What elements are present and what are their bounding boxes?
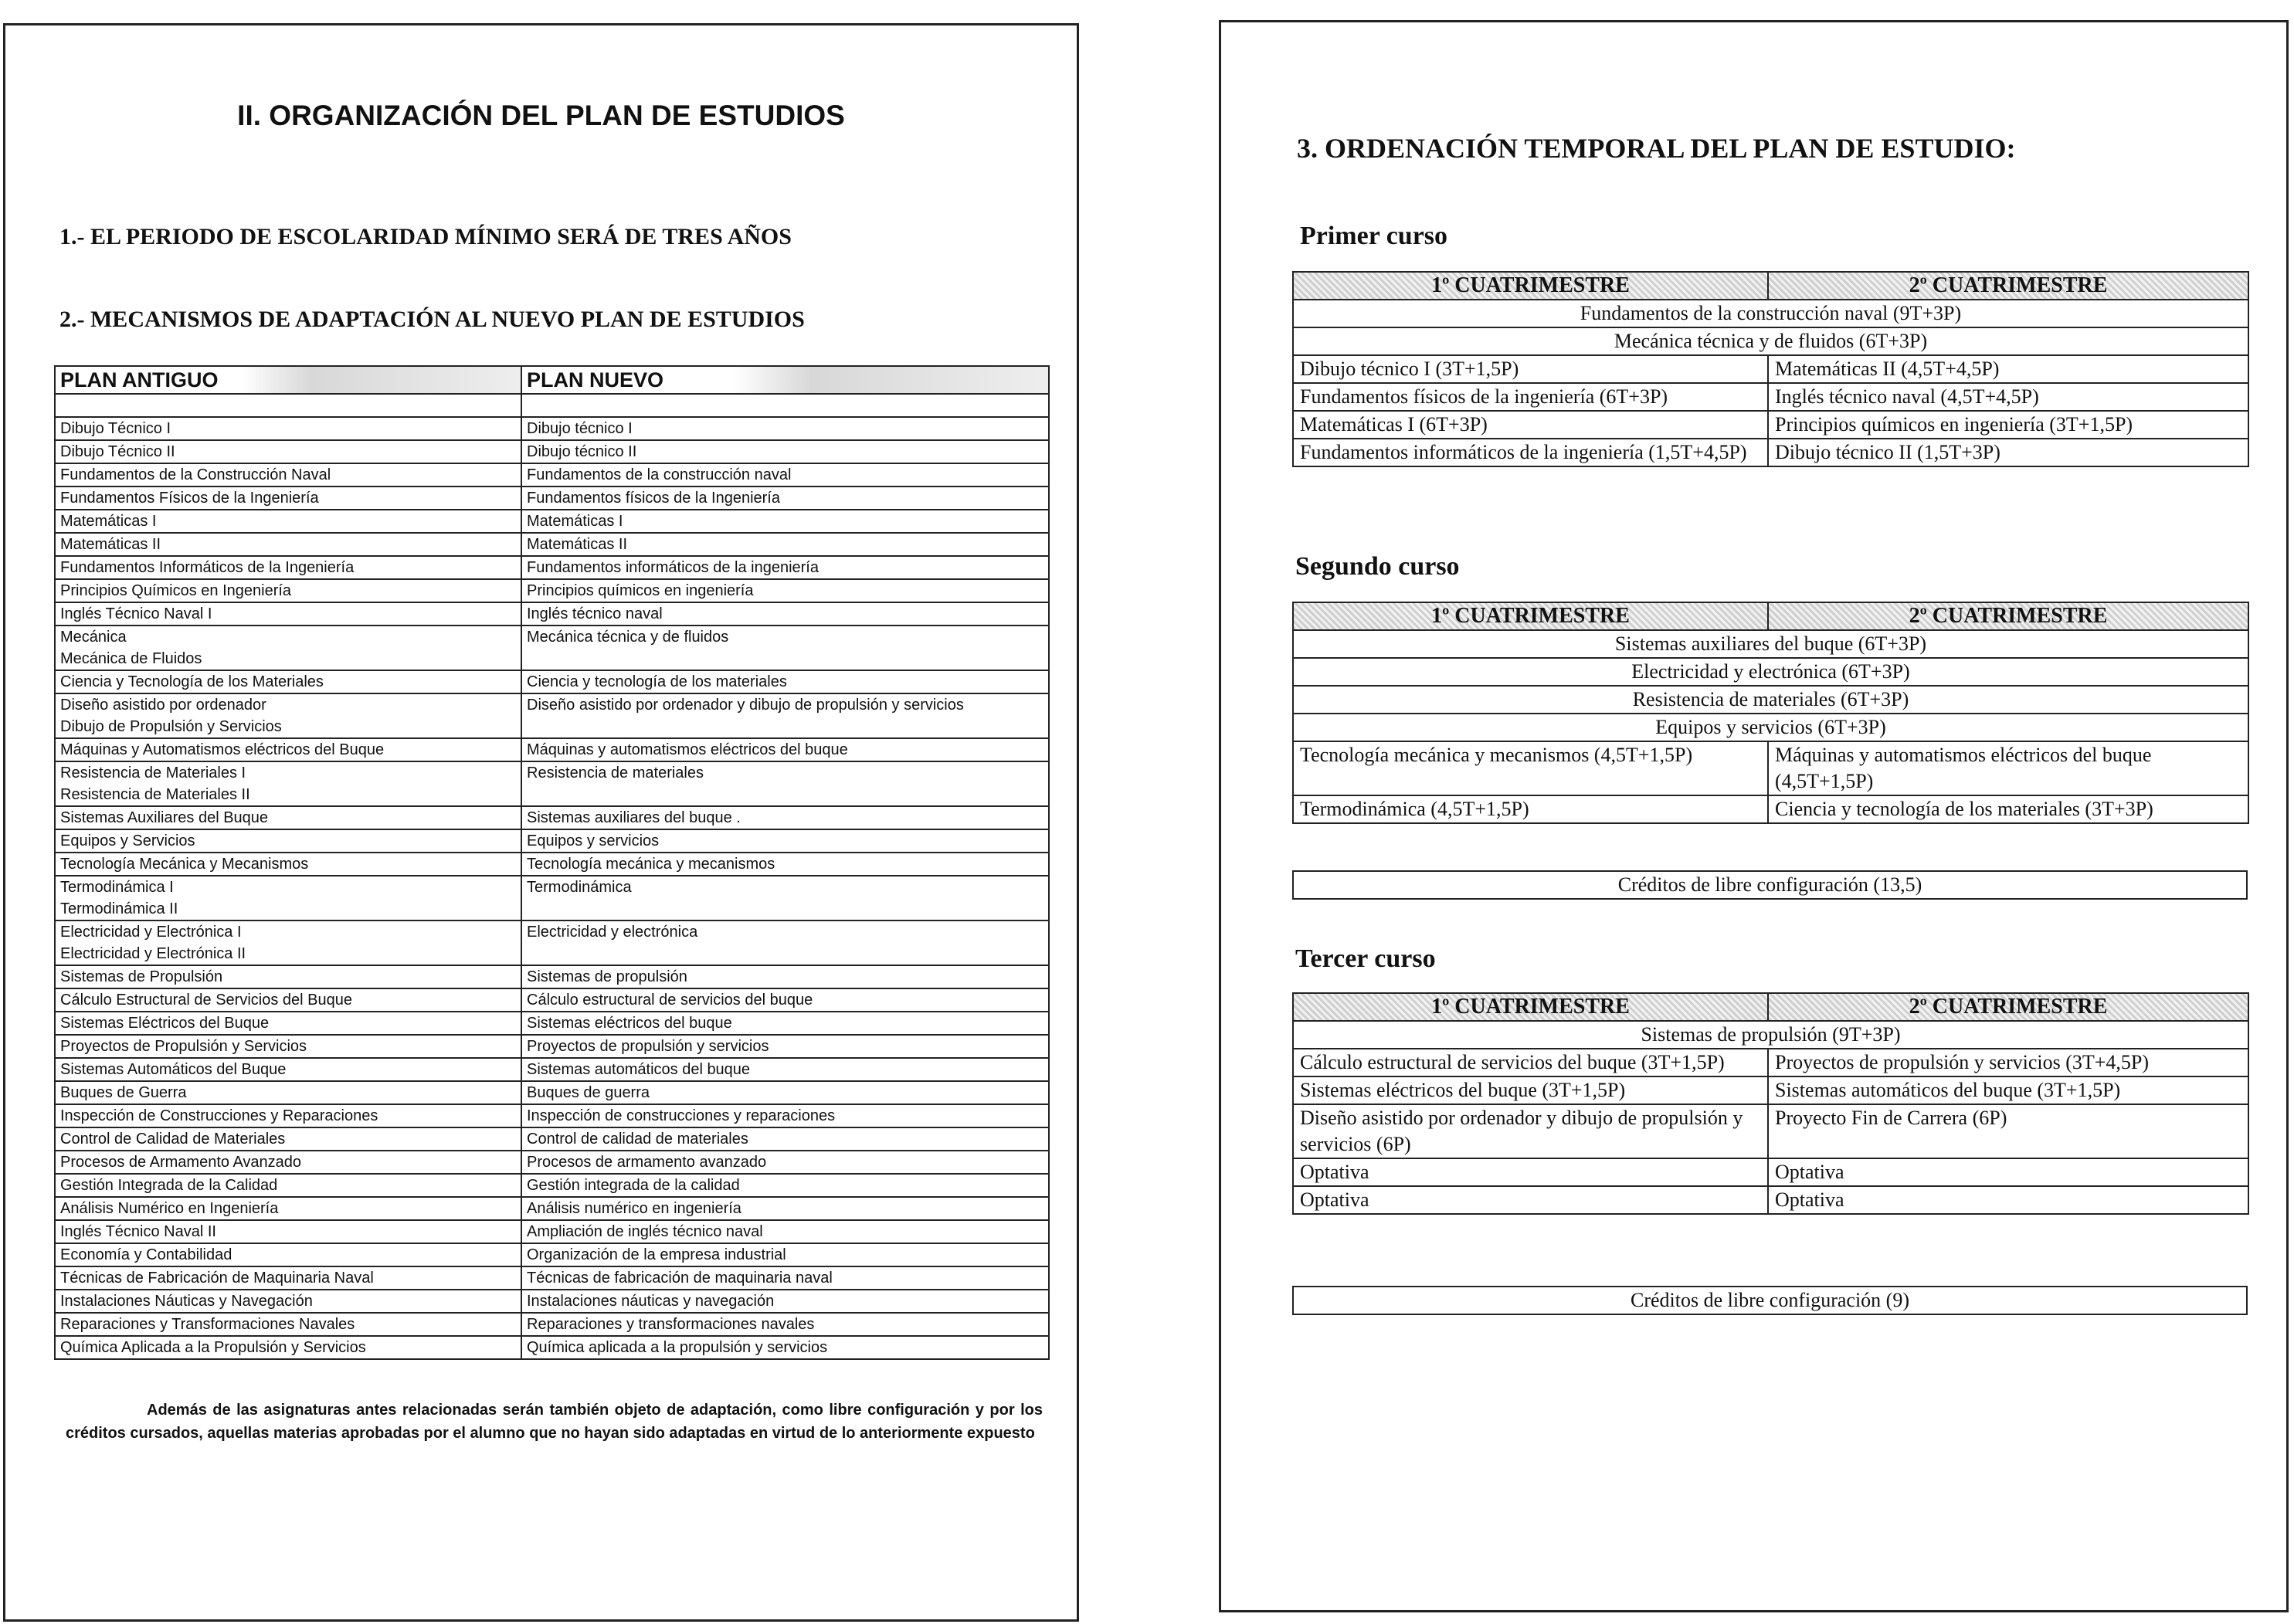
old-subject: Matemáticas I xyxy=(60,513,157,530)
table-row xyxy=(55,1035,1049,1058)
first-term-subject: Optativa xyxy=(1293,1186,1768,1214)
old-subject: Reparaciones y Transformaciones Navales xyxy=(60,1316,355,1333)
annual-subject: Resistencia de materiales (6T+3P) xyxy=(1293,686,2248,714)
new-plan-cell: Sistemas eléctricos del buque xyxy=(521,1012,1049,1035)
first-term-subject: Tecnología mecánica y mecanismos (4,5T+1,5P) xyxy=(1293,741,1768,795)
table-row xyxy=(55,1313,1049,1336)
table-row xyxy=(55,1081,1049,1104)
old-plan-cell xyxy=(55,1266,521,1290)
table-row xyxy=(55,1012,1049,1035)
old-subject: Matemáticas II xyxy=(60,536,161,553)
old-plan-cell xyxy=(55,829,521,853)
course-heading-third: Tercer curso xyxy=(1295,944,1436,973)
term-subject-row xyxy=(1293,439,2248,466)
old-plan-cell xyxy=(55,738,521,761)
credits-box-second: Créditos de libre configuración (13,5) xyxy=(1292,870,2248,900)
second-term-subject: Matemáticas II (4,5T+4,5P) xyxy=(1768,355,2248,383)
first-term-header: 1º CUATRIMESTRE xyxy=(1293,993,1768,1021)
page-title: II. ORGANIZACIÓN DEL PLAN DE ESTUDIOS xyxy=(237,100,845,131)
section-1-heading: 1.- EL PERIODO DE ESCOLARIDAD MÍNIMO SERÁ DE TRES AÑOS xyxy=(59,224,792,249)
old-plan-cell xyxy=(55,988,521,1012)
first-term-subject: Dibujo técnico I (3T+1,5P) xyxy=(1293,355,1768,383)
old-subject: Buques de Guerra xyxy=(60,1084,187,1101)
old-subject: Cálculo Estructural de Servicios del Buque xyxy=(60,992,352,1009)
new-plan-cell: Sistemas auxiliares del buque . xyxy=(521,806,1049,829)
schedule-header-row xyxy=(1293,272,2248,300)
annual-subject-row xyxy=(1293,714,2248,741)
column-header-new-plan: PLAN NUEVO xyxy=(521,366,1049,394)
old-subject: Electricidad y Electrónica I xyxy=(60,924,242,941)
new-plan-cell: Cálculo estructural de servicios del buque xyxy=(521,988,1049,1012)
old-subject-second: Resistencia de Materiales II xyxy=(60,786,250,803)
new-plan-cell: Instalaciones náuticas y navegación xyxy=(521,1290,1049,1313)
right-page xyxy=(1219,20,2289,1612)
old-plan-cell xyxy=(55,1081,521,1104)
table-row xyxy=(55,1174,1049,1197)
new-plan-cell: Equipos y servicios xyxy=(521,829,1049,853)
old-subject: Análisis Numérico en Ingeniería xyxy=(60,1200,279,1217)
term-subject-row xyxy=(1293,1049,2248,1076)
column-header-old-plan: PLAN ANTIGUO xyxy=(55,366,521,394)
table-row xyxy=(55,417,1049,440)
old-plan-cell xyxy=(55,463,521,487)
old-plan-cell xyxy=(55,920,521,965)
old-subject: Química Aplicada a la Propulsión y Servicios xyxy=(60,1339,366,1356)
old-subject: Instalaciones Náuticas y Navegación xyxy=(60,1293,313,1310)
second-term-subject: Inglés técnico naval (4,5T+4,5P) xyxy=(1768,383,2248,411)
table-row xyxy=(55,1243,1049,1266)
schedule-header-row xyxy=(1293,993,2248,1021)
old-plan-cell xyxy=(55,556,521,579)
new-plan-cell: Reparaciones y transformaciones navales xyxy=(521,1313,1049,1336)
new-plan-cell: Sistemas de propulsión xyxy=(521,965,1049,988)
new-plan-cell: Diseño asistido por ordenador y dibujo de propulsión y servicios xyxy=(521,693,1049,738)
annual-subject: Sistemas auxiliares del buque (6T+3P) xyxy=(1293,630,2248,658)
first-term-subject: Fundamentos físicos de la ingeniería (6T+3P) xyxy=(1293,383,1768,411)
old-subject: Fundamentos de la Construcción Naval xyxy=(60,466,331,483)
adaptation-table xyxy=(54,365,1050,1360)
new-plan-cell: Procesos de armamento avanzado xyxy=(521,1151,1049,1174)
new-plan-cell: Fundamentos físicos de la Ingeniería xyxy=(521,487,1049,510)
old-plan-cell xyxy=(55,761,521,806)
table-row xyxy=(55,876,1049,920)
old-plan-cell xyxy=(55,1243,521,1266)
term-subject-row xyxy=(1293,741,2248,795)
old-plan-cell xyxy=(55,1035,521,1058)
table-row xyxy=(55,1127,1049,1151)
new-plan-cell: Sistemas automáticos del buque xyxy=(521,1058,1049,1081)
old-subject: Economía y Contabilidad xyxy=(60,1246,232,1263)
old-plan-cell xyxy=(55,1012,521,1035)
old-plan-cell xyxy=(55,1174,521,1197)
section-3-heading: 3. ORDENACIÓN TEMPORAL DEL PLAN DE ESTUDIO: xyxy=(1297,133,2016,164)
old-subject: Dibujo Técnico I xyxy=(60,420,171,437)
old-plan-cell xyxy=(55,602,521,626)
second-term-subject: Principios químicos en ingeniería (3T+1,5P) xyxy=(1768,411,2248,439)
table-row xyxy=(55,1336,1049,1359)
new-plan-cell: Matemáticas I xyxy=(521,510,1049,533)
old-subject-second: Mecánica de Fluidos xyxy=(60,650,202,667)
table-row xyxy=(55,1266,1049,1290)
old-plan-cell xyxy=(55,440,521,463)
table-row xyxy=(55,738,1049,761)
table-row xyxy=(55,1151,1049,1174)
first-term-subject: Cálculo estructural de servicios del buque (3T+1,5P) xyxy=(1293,1049,1768,1076)
old-subject: Equipos y Servicios xyxy=(60,832,195,849)
table-row xyxy=(55,1220,1049,1243)
annual-subject-row xyxy=(1293,1021,2248,1049)
old-subject: Gestión Integrada de la Calidad xyxy=(60,1177,278,1194)
new-plan-cell: Resistencia de materiales xyxy=(521,761,1049,806)
schedule-header-row xyxy=(1293,602,2248,630)
old-subject: Control de Calidad de Materiales xyxy=(60,1131,286,1148)
old-subject: Mecánica xyxy=(60,629,127,646)
new-plan-cell: Principios químicos en ingeniería xyxy=(521,579,1049,602)
old-plan-cell xyxy=(55,579,521,602)
second-term-subject: Máquinas y automatismos eléctricos del buque (4,5T+1,5P) xyxy=(1768,741,2248,795)
first-term-subject: Fundamentos informáticos de la ingeniería (1,5T+4,5P) xyxy=(1293,439,1768,466)
annual-subject: Electricidad y electrónica (6T+3P) xyxy=(1293,658,2248,686)
old-subject: Máquinas y Automatismos eléctricos del Buque xyxy=(60,741,385,758)
term-subject-row xyxy=(1293,411,2248,439)
first-term-header: 1º CUATRIMESTRE xyxy=(1293,602,1768,630)
new-plan-cell: Gestión integrada de la calidad xyxy=(521,1174,1049,1197)
new-plan-cell: Electricidad y electrónica xyxy=(521,920,1049,965)
new-plan-cell: Mecánica técnica y de fluidos xyxy=(521,626,1049,670)
old-plan-cell xyxy=(55,806,521,829)
old-subject: Procesos de Armamento Avanzado xyxy=(60,1154,302,1171)
term-subject-row xyxy=(1293,383,2248,411)
second-term-header: 2º CUATRIMESTRE xyxy=(1768,602,2248,630)
old-subject-second: Electricidad y Electrónica II xyxy=(60,945,246,962)
table-row xyxy=(55,510,1049,533)
annual-subject-row xyxy=(1293,630,2248,658)
old-plan-cell xyxy=(55,1058,521,1081)
new-plan-cell: Ciencia y tecnología de los materiales xyxy=(521,670,1049,693)
new-plan-cell: Máquinas y automatismos eléctricos del buque xyxy=(521,738,1049,761)
old-plan-cell xyxy=(55,1104,521,1127)
old-subject: Sistemas Automáticos del Buque xyxy=(60,1061,287,1078)
table-row xyxy=(55,853,1049,876)
first-term-subject: Diseño asistido por ordenador y dibujo de propulsión y servicios (6P) xyxy=(1293,1104,1768,1158)
old-subject: Inspección de Construcciones y Reparaciones xyxy=(60,1107,378,1124)
old-subject: Sistemas Eléctricos del Buque xyxy=(60,1015,270,1032)
second-term-header: 2º CUATRIMESTRE xyxy=(1768,993,2248,1021)
table-row xyxy=(55,806,1049,829)
old-subject: Proyectos de Propulsión y Servicios xyxy=(60,1038,307,1055)
old-plan-cell xyxy=(55,1336,521,1359)
second-term-subject: Ciencia y tecnología de los materiales (3T+3P) xyxy=(1768,795,2248,823)
new-plan-cell: Análisis numérico en ingeniería xyxy=(521,1197,1049,1220)
term-subject-row xyxy=(1293,355,2248,383)
schedule-table-first xyxy=(1292,271,2249,467)
new-plan-cell: Fundamentos informáticos de la ingeniería xyxy=(521,556,1049,579)
old-plan-cell xyxy=(55,1220,521,1243)
first-term-header: 1º CUATRIMESTRE xyxy=(1293,272,1768,300)
table-row xyxy=(55,920,1049,965)
old-subject-second: Termodinámica II xyxy=(60,900,178,917)
old-subject: Sistemas Auxiliares del Buque xyxy=(60,809,269,826)
table-row xyxy=(55,670,1049,693)
table-row xyxy=(55,1197,1049,1220)
credits-box-third: Créditos de libre configuración (9) xyxy=(1292,1286,2248,1315)
table-row xyxy=(55,602,1049,626)
old-plan-cell xyxy=(55,1313,521,1336)
old-plan-cell xyxy=(55,510,521,533)
term-subject-row xyxy=(1293,1076,2248,1104)
first-term-subject: Termodinámica (4,5T+1,5P) xyxy=(1293,795,1768,823)
first-term-subject: Matemáticas I (6T+3P) xyxy=(1293,411,1768,439)
term-subject-row xyxy=(1293,1104,2248,1158)
old-plan-cell xyxy=(55,965,521,988)
old-subject: Fundamentos Informáticos de la Ingeniería xyxy=(60,559,355,576)
new-plan-cell: Buques de guerra xyxy=(521,1081,1049,1104)
new-plan-cell: Matemáticas II xyxy=(521,533,1049,556)
second-term-subject: Optativa xyxy=(1768,1158,2248,1186)
old-subject: Técnicas de Fabricación de Maquinaria Naval xyxy=(60,1270,374,1287)
table-row xyxy=(55,440,1049,463)
old-plan-cell xyxy=(55,1151,521,1174)
adaptation-footnote: Además de las asignaturas antes relacionadas serán también objeto de adaptación, como libre configuración y por los créditos cursados, aquellas materias aprobadas por el alumno que no hayan sido adaptadas en virtud de lo anteriormente expuesto xyxy=(66,1402,1043,1442)
new-plan-cell: Dibujo técnico II xyxy=(521,440,1049,463)
second-term-subject: Proyecto Fin de Carrera (6P) xyxy=(1768,1104,2248,1158)
new-plan-cell: Organización de la empresa industrial xyxy=(521,1243,1049,1266)
new-plan-cell: Dibujo técnico I xyxy=(521,417,1049,440)
old-subject: Sistemas de Propulsión xyxy=(60,968,223,985)
table-row xyxy=(55,556,1049,579)
old-subject: Inglés Técnico Naval I xyxy=(60,605,212,622)
table-row xyxy=(55,487,1049,510)
table-row xyxy=(55,1058,1049,1081)
second-term-subject: Optativa xyxy=(1768,1186,2248,1214)
new-plan-cell: Técnicas de fabricación de maquinaria naval xyxy=(521,1266,1049,1290)
old-subject: Principios Químicos en Ingeniería xyxy=(60,582,292,599)
schedule-table-third xyxy=(1292,992,2249,1215)
table-row xyxy=(55,965,1049,988)
annual-subject: Fundamentos de la construcción naval (9T+3P) xyxy=(1293,300,2248,327)
new-plan-cell: Inspección de construcciones y reparaciones xyxy=(521,1104,1049,1127)
old-subject: Fundamentos Físicos de la Ingeniería xyxy=(60,490,319,507)
annual-subject-row xyxy=(1293,327,2248,355)
old-plan-cell xyxy=(55,1127,521,1151)
term-subject-row xyxy=(1293,795,2248,823)
second-term-subject: Sistemas automáticos del buque (3T+1,5P) xyxy=(1768,1076,2248,1104)
old-subject-second: Dibujo de Propulsión y Servicios xyxy=(60,718,282,735)
section-2-heading: 2.- MECANISMOS DE ADAPTACIÓN AL NUEVO PLAN DE ESTUDIOS xyxy=(59,307,805,332)
schedule-table-second xyxy=(1292,602,2249,824)
table-row xyxy=(55,626,1049,670)
old-plan-cell xyxy=(55,626,521,670)
new-plan-cell: Fundamentos de la construcción naval xyxy=(521,463,1049,487)
second-term-header: 2º CUATRIMESTRE xyxy=(1768,272,2248,300)
left-page xyxy=(3,23,1079,1622)
table-row xyxy=(55,829,1049,853)
old-plan-cell xyxy=(55,1290,521,1313)
new-plan-cell: Proyectos de propulsión y servicios xyxy=(521,1035,1049,1058)
table-row xyxy=(55,1104,1049,1127)
second-term-subject: Proyectos de propulsión y servicios (3T+4,5P) xyxy=(1768,1049,2248,1076)
second-term-subject: Dibujo técnico II (1,5T+3P) xyxy=(1768,439,2248,466)
new-plan-cell: Ampliación de inglés técnico naval xyxy=(521,1220,1049,1243)
old-subject: Tecnología Mecánica y Mecanismos xyxy=(60,856,309,873)
new-plan-cell: Control de calidad de materiales xyxy=(521,1127,1049,1151)
new-plan-cell: Química aplicada a la propulsión y servicios xyxy=(521,1336,1049,1359)
old-subject: Dibujo Técnico II xyxy=(60,443,175,460)
annual-subject-row xyxy=(1293,686,2248,714)
old-subject: Inglés Técnico Naval II xyxy=(60,1223,216,1240)
old-plan-cell xyxy=(55,670,521,693)
old-subject: Ciencia y Tecnología de los Materiales xyxy=(60,673,324,690)
annual-subject-row xyxy=(1293,658,2248,686)
annual-subject: Mecánica técnica y de fluidos (6T+3P) xyxy=(1293,327,2248,355)
table-row xyxy=(55,1290,1049,1313)
old-plan-cell xyxy=(55,487,521,510)
table-row xyxy=(55,533,1049,556)
table-row xyxy=(55,988,1049,1012)
term-subject-row xyxy=(1293,1158,2248,1186)
term-subject-row xyxy=(1293,1186,2248,1214)
old-plan-cell xyxy=(55,876,521,920)
course-heading-first: Primer curso xyxy=(1300,222,1448,250)
old-plan-cell xyxy=(55,533,521,556)
old-subject: Diseño asistido por ordenador xyxy=(60,697,266,714)
table-row xyxy=(55,579,1049,602)
annual-subject-row xyxy=(1293,300,2248,327)
annual-subject: Equipos y servicios (6T+3P) xyxy=(1293,714,2248,741)
old-subject: Resistencia de Materiales I xyxy=(60,765,246,781)
table-row xyxy=(55,463,1049,487)
table-spacer-row xyxy=(55,394,1049,417)
new-plan-cell: Tecnología mecánica y mecanismos xyxy=(521,853,1049,876)
old-plan-cell xyxy=(55,853,521,876)
first-term-subject: Sistemas eléctricos del buque (3T+1,5P) xyxy=(1293,1076,1768,1104)
old-subject: Termodinámica I xyxy=(60,879,174,896)
table-row xyxy=(55,761,1049,806)
new-plan-cell: Termodinámica xyxy=(521,876,1049,920)
old-plan-cell xyxy=(55,1197,521,1220)
course-heading-second: Segundo curso xyxy=(1295,552,1460,581)
first-term-subject: Optativa xyxy=(1293,1158,1768,1186)
new-plan-cell: Inglés técnico naval xyxy=(521,602,1049,626)
table-row xyxy=(55,693,1049,738)
old-plan-cell xyxy=(55,417,521,440)
old-plan-cell xyxy=(55,693,521,738)
annual-subject: Sistemas de propulsión (9T+3P) xyxy=(1293,1021,2248,1049)
